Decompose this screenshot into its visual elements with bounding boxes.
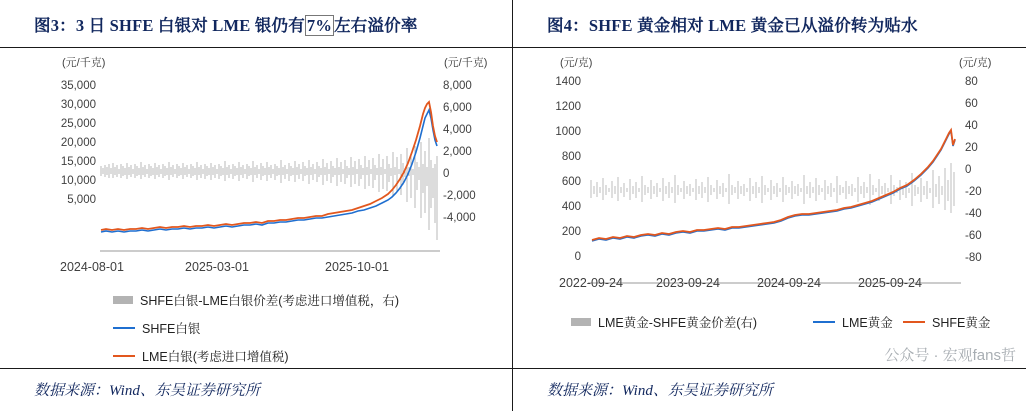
figure-4-ytick: 1400 xyxy=(555,76,581,88)
figure-3-source: 数据来源：Wind、东吴证券研究所 xyxy=(34,383,260,399)
figure-4-ytick: 400 xyxy=(561,201,581,213)
figure-4-y2tick: -80 xyxy=(965,252,982,264)
figure-4-ytick: 1200 xyxy=(555,101,581,113)
figure-3-legend-item-shfe[interactable] xyxy=(113,319,200,337)
legend-bar-swatch-icon xyxy=(571,318,591,326)
figure-4-title-bar xyxy=(513,0,1026,48)
figure-4-title-prefix: 图4： xyxy=(547,15,589,35)
figure-4-legend-item-lme[interactable] xyxy=(813,313,893,331)
figure-4-y2tick: -20 xyxy=(965,186,982,198)
figure-4-legend-label: LME黄金-SHFE黄金价差(右) xyxy=(598,316,758,330)
figure-3-legend-label: SHFE白银 xyxy=(142,322,201,336)
figure-4-y2tick: -60 xyxy=(965,230,982,242)
figure-4-ytick: 800 xyxy=(561,151,581,163)
figure-4-legend-item-diff[interactable] xyxy=(571,313,757,331)
figure-3-ytick: 30,000 xyxy=(60,99,96,111)
figure-3-legend-item-lme[interactable] xyxy=(113,347,289,365)
figure-3-title-prefix: 图3： xyxy=(34,15,76,35)
figure-3-ytick: 15,000 xyxy=(60,156,96,168)
figure-3-y2tick: 4,000 xyxy=(443,124,472,136)
page-title xyxy=(547,12,918,36)
figure-4-chart-area xyxy=(513,48,1026,368)
legend-line-swatch-icon xyxy=(113,355,135,357)
figure-3-ytick: 35,000 xyxy=(60,80,96,92)
figure-4-source-bar xyxy=(513,368,1026,410)
figure-4-panel xyxy=(513,0,1026,411)
figure-4-right-axis-unit: (元/克) xyxy=(959,57,992,69)
figure-4-title-main: SHFE 黄金相对 LME 黄金已从溢价转为贴水 xyxy=(588,15,918,35)
figure-4-ytick: 200 xyxy=(561,226,581,238)
figure-4-y2tick: 20 xyxy=(965,142,978,154)
figure-3-right-axis-unit: (元/千克) xyxy=(444,57,488,69)
figure-4-y2tick: 40 xyxy=(965,120,978,132)
legend-line-swatch-icon xyxy=(813,321,835,323)
figure-3-y2tick: 6,000 xyxy=(443,102,472,114)
figure-3-y2tick: -4,000 xyxy=(443,212,476,224)
figure-4-ytick: 600 xyxy=(561,176,581,188)
figure-3-legend-item-diff[interactable] xyxy=(113,291,399,309)
figure-3-left-axis-unit: (元/千克) xyxy=(62,57,106,69)
figure-3-y2tick: -2,000 xyxy=(443,190,476,202)
watermark: 公众号 · 宏观fans哲 xyxy=(884,347,1016,364)
figure-3-ytick: 5,000 xyxy=(67,194,96,206)
figure-4-legend-label: SHFE黄金 xyxy=(932,316,991,330)
figure-4-y2tick: 60 xyxy=(965,98,978,110)
figure-4-y2tick: 80 xyxy=(965,76,978,88)
figure-4-ytick: 1000 xyxy=(555,126,581,138)
figure-4-legend-label: LME黄金 xyxy=(842,316,893,330)
figure-4-xtick: 2023-09-24 xyxy=(656,276,720,290)
figure-3-title-suffix: 左右溢价率 xyxy=(334,15,418,35)
figure-3-ytick: 10,000 xyxy=(60,175,96,187)
figure-4-y2tick: 0 xyxy=(965,164,972,176)
figure-4-xtick: 2024-09-24 xyxy=(757,276,821,290)
figure-3-title-highlight: 7% xyxy=(306,15,333,35)
figure-3-legend-label: SHFE白银-LME白银价差(考虑进口增值税，右) xyxy=(140,294,400,308)
figure-4-xtick: 2022-09-24 xyxy=(559,276,623,290)
figure-4-source: 数据来源：Wind、东吴证券研究所 xyxy=(547,383,773,399)
figure-3-chart-area xyxy=(0,48,512,368)
figure-3-ytick: 20,000 xyxy=(60,137,96,149)
figure-3-title-bar xyxy=(0,0,512,48)
figure-4-xtick: 2025-09-24 xyxy=(858,276,922,290)
figure-4-ytick: 0 xyxy=(574,251,581,263)
figure-4-left-axis-unit: (元/克) xyxy=(560,57,593,69)
figure-3-source-bar xyxy=(0,368,512,410)
figure-4-legend-item-shfe[interactable] xyxy=(903,313,990,331)
figure-3-ytick: 25,000 xyxy=(60,118,96,130)
figure-4-y2tick: -40 xyxy=(965,208,982,220)
figure-3-y2tick: 0 xyxy=(443,168,450,180)
figure-3-title-main: 3 日 SHFE 白银对 LME 银仍有 xyxy=(75,15,305,35)
figure-3-xtick: 2024-08-01 xyxy=(60,260,124,274)
figure-3-y2tick: 8,000 xyxy=(443,80,472,92)
page-title xyxy=(34,12,418,36)
figure-3-xtick: 2025-10-01 xyxy=(325,260,389,274)
figure-3-legend-label: LME白银(考虑进口增值税) xyxy=(142,350,289,364)
figure-3-xtick: 2025-03-01 xyxy=(185,260,249,274)
figure-3-y2tick: 2,000 xyxy=(443,146,472,158)
legend-line-swatch-icon xyxy=(113,327,135,329)
legend-bar-swatch-icon xyxy=(113,296,133,304)
figure-4-plot xyxy=(513,68,1026,298)
legend-line-swatch-icon xyxy=(903,321,925,323)
